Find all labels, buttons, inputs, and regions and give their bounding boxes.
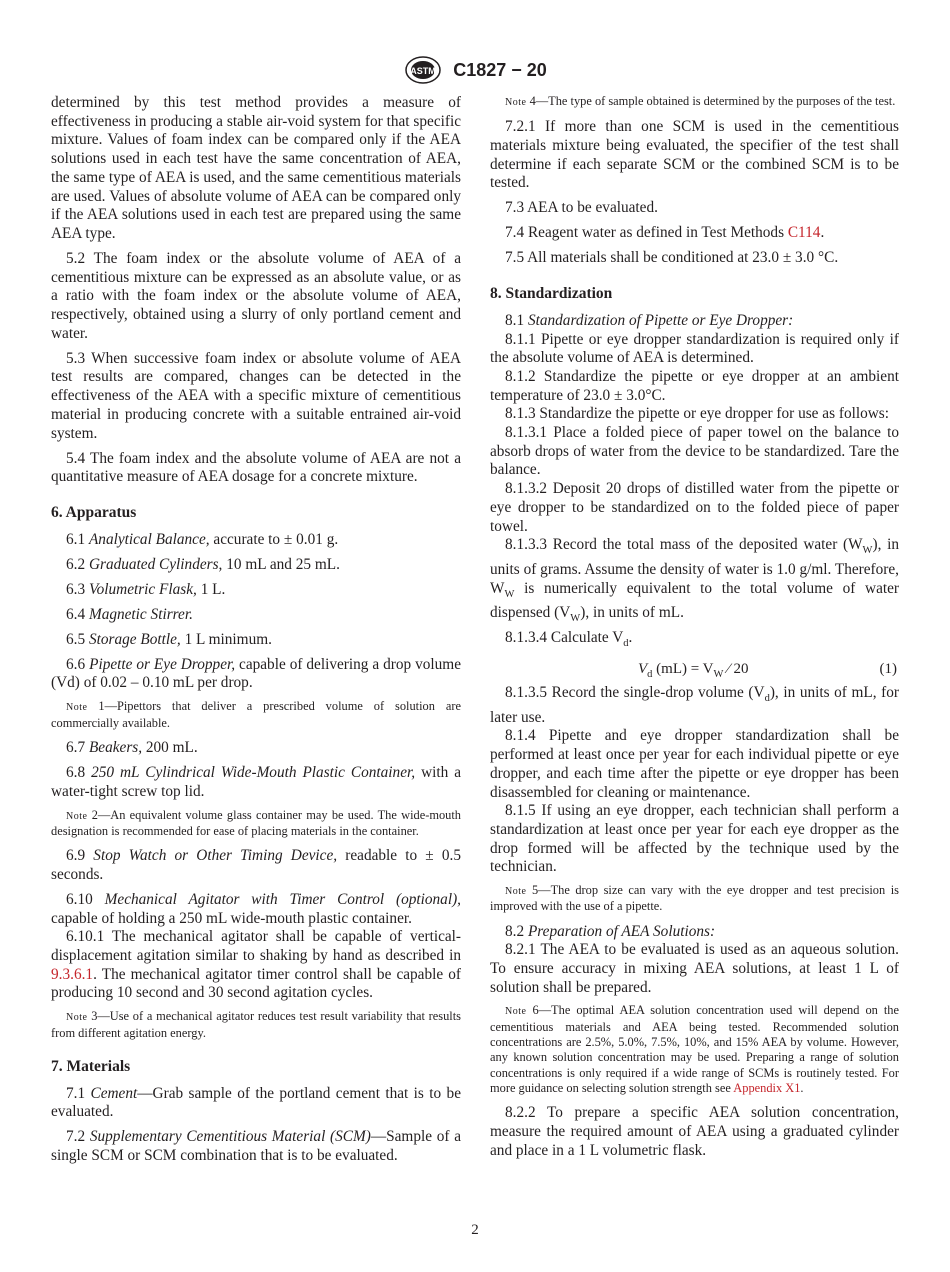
item-7-5: 7.5 All materials shall be conditioned at 23.0 ± 3.0 °C. <box>505 249 839 267</box>
item-8-2: 8.2 Preparation of AEA Solutions: <box>505 922 716 940</box>
item-8-2-2: 8.2.2 To prepare a specific AEA solution concentration, measure the required amount of AEA using a graduated cylinder and place in a 1 L volumetric flask. <box>490 1104 899 1159</box>
link-9-3-6-1[interactable]: 9.3.6.1 <box>51 965 94 983</box>
left-column <box>51 94 461 1172</box>
item-7-1: 7.1 Cement—Grab sample of the portland cement that is to be evaluated. <box>51 1084 461 1121</box>
paragraph-5-1-cont: determined by this test method provides a measure of effectiveness in producing a stable air-void system for that specific mixture. Values of foam index can be compared only if the AEA solutions used in each test have the same concentration of AEA, the same type of AEA is used, and the same cementitious materials are used. Values of absolute volume of AEA can be compared only if the AEA solutions used in each test are prepared using the same AEA type. <box>51 94 461 242</box>
item-8-2-1: 8.2.1 The AEA to be evaluated is used as an aqueous solution. To ensure accuracy in mixing AEA solutions, at least 1 L of solution shall be prepared. <box>490 941 899 996</box>
item-8-1-3-3: 8.1.3.3 Record the total mass of the deposited water $(W_W)$, in units of grams. Assume the density of water is 1.0 g/ml. Therefore, $W_W$ is numerically equivalent to the total volume of water dispensed $(V_W)$, in units of mL. <box>490 536 899 625</box>
right-column <box>490 94 899 1160</box>
note-3: Note 3—Use of a mechanical agitator reduces test result variability that results from different agitation energy. <box>51 1009 461 1040</box>
link-c114[interactable]: C114 <box>787 224 821 242</box>
equation-formula: $V_d$ $(mL) = V_W$ ⁄ 20 <box>638 660 749 680</box>
item-6-3: 6.3 Volumetric Flask, 1 L. <box>66 580 226 598</box>
note-1: Note 1—Pipettors that deliver a prescribed volume of solution are commercially available. <box>51 699 461 730</box>
link-appendix-x1[interactable]: Appendix X1 <box>733 1080 801 1095</box>
item-6-7: 6.7 Beakers, 200 mL. <box>66 738 198 756</box>
item-6-6: 6.6 Pipette or Eye Dropper, capable of delivering a drop volume (Vd) of 0.02 – 0.10 mL per drop. <box>51 655 461 692</box>
document-designation: C1827 − 20 <box>453 59 547 80</box>
item-8-1-3: 8.1.3 Standardize the pipette or eye dropper for use as follows: <box>505 405 890 423</box>
astm-logo <box>403 55 443 85</box>
item-6-4: 6.4 Magnetic Stirrer. <box>66 605 193 623</box>
page-header <box>0 55 950 85</box>
item-6-10: 6.10 Mechanical Agitator with Timer Control (optional), capable of holding a 250 mL wide-mouth plastic container. <box>51 890 461 927</box>
item-8-1-4: 8.1.4 Pipette and eye dropper standardization shall be performed at least once per year for each individual pipette or eye dropper, and each time after the pipette or eye dropper has been disassembled for cleaning or maintenance. <box>490 727 899 801</box>
item-8-1-2: 8.1.2 Standardize the pipette or eye dropper at an ambient temperature of 23.0 ± 3.0°C. <box>490 367 899 404</box>
note-2: Note 2—An equivalent volume glass container may be used. The wide-mouth designation is recommended for ease of placing materials in the container. <box>51 807 461 838</box>
paragraph-5-3: 5.3 When successive foam index or absolute volume of AEA test results are compared, changes can be detected in the effectiveness of the AEA with a specific mixture of cementitious material in producing concrete with a suitable entrained air-void system. <box>51 349 461 442</box>
paragraph-5-4: 5.4 The foam index and the absolute volume of AEA are not a quantitative measure of AEA dosage for a concrete mixture. <box>51 449 461 486</box>
paragraph-5-2: 5.2 The foam index or the absolute volume of AEA of a cementitious mixture can be expressed as an absolute value, or as a ratio with the foam index or the absolute volume of AEA, respectively, obtained using a slurry of only portland cement and water. <box>51 249 461 342</box>
item-8-1-5: 8.1.5 If using an eye dropper, each technician shall perform a standardization at least once per year for each eye dropper as the drop formed will be affected by the technique used by the technician. <box>490 802 899 876</box>
item-8-1-3-5: 8.1.3.5 Record the single-drop volume $(V_d)$, in units of mL, for later use. <box>490 683 899 726</box>
item-7-2-1: 7.2.1 If more than one SCM is used in the cementitious materials mixture being evaluated, the specifier of the test shall determine if each separate SCM or the combined SCM is to be tested. <box>490 118 899 192</box>
note-5: Note 5—The drop size can vary with the eye dropper and test precision is improved with the use of a pipette. <box>490 883 899 914</box>
item-7-2: 7.2 Supplementary Cementitious Material (SCM)—Sample of a single SCM or SCM combination that is to be evaluated. <box>51 1128 461 1165</box>
item-8-1-3-2: 8.1.3.2 Deposit 20 drops of distilled water from the pipette or eye dropper to be standardized on to the folded piece of paper towel. <box>490 480 899 535</box>
item-6-2: 6.2 Graduated Cylinders, 10 mL and 25 mL. <box>66 555 340 573</box>
equation-1 <box>490 654 899 684</box>
item-6-5: 6.5 Storage Bottle, 1 L minimum. <box>66 630 272 648</box>
item-8-1-1: 8.1.1 Pipette or eye dropper standardization is required only if the absolute volume of AEA is determined. <box>490 330 899 367</box>
note-4: Note 4—The type of sample obtained is determined by the purposes of the test. <box>505 94 896 108</box>
item-6-9: 6.9 Stop Watch or Other Timing Device, readable to ± 0.5 seconds. <box>51 847 461 883</box>
item-8-1-3-4: 8.1.3.4 Calculate $V_d$. <box>505 629 633 650</box>
section-heading-materials: 7. Materials <box>51 1058 131 1076</box>
item-6-1: 6.1 Analytical Balance, accurate to ± 0.01 g. <box>66 530 339 548</box>
item-7-3: 7.3 AEA to be evaluated. <box>505 199 658 217</box>
svg-text:ASTM: ASTM <box>410 66 436 76</box>
section-heading-standardization: 8. Standardization <box>490 285 613 303</box>
item-8-1: 8.1 Standardization of Pipette or Eye Dropper: <box>505 311 794 329</box>
item-8-1-3-1: 8.1.3.1 Place a folded piece of paper towel on the balance to absorb drops of water from the device to be standardized. Tare the balance. <box>490 424 899 479</box>
equation-number: (1) <box>879 660 897 677</box>
item-6-8: 6.8 250 mL Cylindrical Wide-Mouth Plastic Container, with a water-tight screw top lid. <box>51 763 462 800</box>
item-7-4: 7.4 Reagent water as defined in Test Methods C114. <box>505 224 825 242</box>
section-heading-apparatus: 6. Apparatus <box>51 503 137 521</box>
page-number: 2 <box>471 1222 479 1238</box>
note-6: Note 6—The optimal AEA solution concentration used will depend on the cementitious materials and AEA being tested. Recommended solution concentrations are 2.5%, 5.0%, 7.5%, 10%, and 15% AEA by volume. However, any known solution concentration may be used. Preparing a range of solution concentrations is only required if a wide range of SCMs is routinely tested. For more guidance on selecting solution strength see Appendix X1. <box>490 1003 899 1095</box>
item-6-10-1: 6.10.1 The mechanical agitator shall be capable of vertical-displacement agitation similar to shaking by hand as described in 9.3.6.1. The mechanical agitator timer control shall be capable of producing 10 second and 30 second agitation cycles. <box>51 928 461 1002</box>
